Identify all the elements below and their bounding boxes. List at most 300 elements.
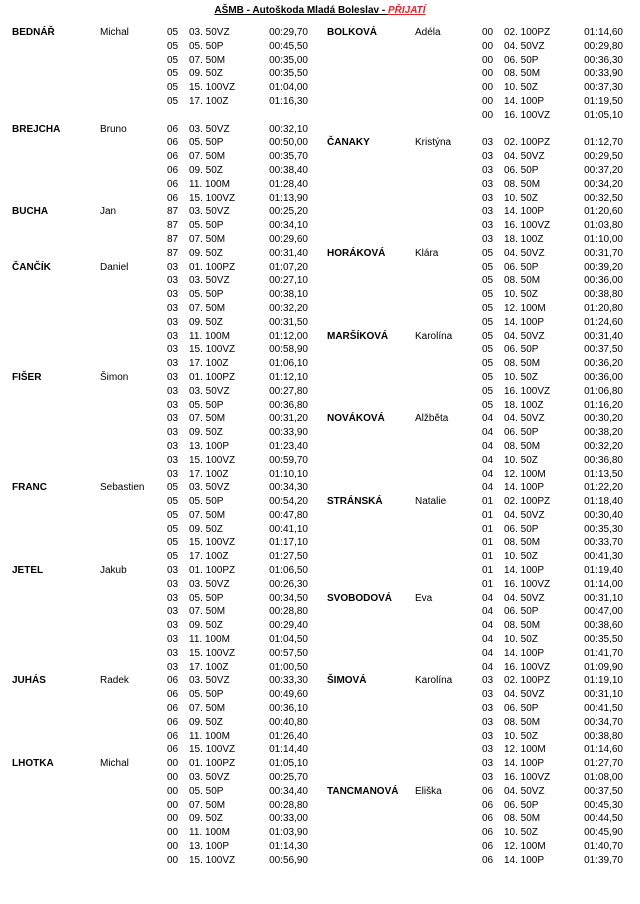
birth-year: 06: [167, 716, 179, 728]
swimmer-block: [12, 757, 318, 867]
event-row: [482, 523, 633, 537]
birth-year: 05: [167, 482, 179, 494]
birth-year: 87: [167, 220, 179, 232]
birth-year: 03: [167, 606, 179, 618]
event-name: 07. 50M: [189, 509, 226, 521]
entry-time: 00:33,00: [269, 813, 308, 825]
entry-time: 01:12,10: [269, 371, 308, 383]
event-name: 09. 50Z: [189, 523, 223, 535]
swimmer-block: [12, 564, 318, 674]
entry-time: 01:07,20: [269, 261, 308, 273]
entry-time: 01:04,50: [269, 634, 308, 646]
event-row: [482, 302, 633, 316]
birth-year: 03: [167, 344, 179, 356]
entry-time: 00:30,40: [584, 509, 623, 521]
event-name: 10. 50Z: [504, 730, 538, 742]
entry-time: 00:38,10: [269, 289, 308, 301]
event-list: [167, 564, 318, 674]
birth-year: 03: [167, 578, 179, 590]
event-name: 09. 50Z: [189, 716, 223, 728]
event-name: 17. 100Z: [189, 468, 229, 480]
birth-year: 03: [167, 358, 179, 370]
event-name: 06. 50P: [504, 164, 539, 176]
birth-year: 03: [482, 689, 494, 701]
birth-year: 05: [167, 27, 179, 38]
swimmer-first-name: Eliška: [415, 785, 442, 797]
event-row: [167, 26, 318, 40]
event-name: 06. 50P: [504, 523, 539, 535]
birth-year: 06: [482, 785, 494, 797]
birth-year: 05: [482, 358, 494, 370]
event-name: 04. 50VZ: [504, 247, 545, 259]
event-name: 16. 100VZ: [504, 109, 551, 121]
swimmer-block: [12, 674, 318, 757]
event-row: [167, 812, 318, 826]
event-name: 03. 50VZ: [189, 123, 230, 135]
event-row: [482, 150, 633, 164]
event-name: 11. 100M: [189, 827, 230, 839]
entry-time: 00:33,90: [584, 68, 623, 80]
event-row: [482, 40, 633, 54]
event-row: [167, 592, 318, 606]
entry-time: 01:08,00: [584, 772, 623, 784]
birth-year: 03: [482, 178, 494, 190]
left-column: [12, 26, 318, 868]
event-name: 13. 100P: [189, 841, 230, 853]
event-name: 11. 100M: [189, 330, 230, 342]
event-name: 16. 100VZ: [504, 772, 551, 784]
entry-time: 00:31,10: [584, 592, 623, 604]
event-name: 02. 100PZ: [504, 27, 551, 38]
entry-time: 01:14,00: [584, 578, 623, 590]
event-name: 08. 50M: [504, 358, 541, 370]
birth-year: 06: [167, 744, 179, 756]
entry-time: 00:29,80: [584, 40, 623, 52]
birth-year: 06: [167, 151, 179, 163]
entry-time: 00:32,50: [584, 192, 623, 204]
event-name: 02. 100PZ: [504, 496, 551, 508]
event-name: 06. 50P: [504, 703, 539, 715]
event-row: [482, 812, 633, 826]
event-name: 04. 50VZ: [504, 509, 545, 521]
entry-time: 00:36,20: [584, 358, 623, 370]
event-row: [167, 840, 318, 854]
birth-year: 03: [482, 716, 494, 728]
event-name: 05. 50P: [189, 496, 224, 508]
event-row: [167, 178, 318, 192]
event-row: [167, 233, 318, 247]
entry-time: 00:31,50: [269, 316, 308, 328]
entry-time: 00:26,30: [269, 578, 308, 590]
event-list: [167, 757, 318, 867]
birth-year: 05: [482, 316, 494, 328]
event-name: 14. 100P: [504, 316, 545, 328]
entry-time: 00:44,50: [584, 813, 623, 825]
entry-time: 00:37,20: [584, 164, 623, 176]
birth-year: 03: [482, 164, 494, 176]
event-name: 03. 50VZ: [189, 27, 230, 38]
entry-time: 01:03,80: [584, 220, 623, 232]
event-list: [482, 136, 633, 246]
entry-time: 01:09,90: [584, 661, 623, 673]
event-name: 15. 100VZ: [189, 192, 236, 204]
entry-time: 01:28,40: [269, 178, 308, 190]
birth-year: 03: [167, 385, 179, 397]
event-name: 08. 50M: [504, 440, 541, 452]
event-row: [482, 385, 633, 399]
event-row: [167, 661, 318, 675]
swimmer-block: [327, 26, 633, 123]
event-row: [482, 261, 633, 275]
entry-time: 01:13,50: [584, 468, 623, 480]
entry-time: 00:38,60: [584, 620, 623, 632]
entry-time: 01:19,40: [584, 565, 623, 577]
entry-time: 00:38,80: [584, 730, 623, 742]
event-row: [167, 192, 318, 206]
event-name: 14. 100P: [504, 758, 545, 770]
event-name: 10. 50Z: [504, 551, 538, 563]
birth-year: 06: [167, 730, 179, 742]
event-name: 16. 100VZ: [504, 220, 551, 232]
event-row: [167, 688, 318, 702]
event-name: 14. 100P: [504, 206, 545, 218]
birth-year: 03: [482, 206, 494, 218]
event-row: [482, 647, 633, 661]
swimmer-surname: SVOBODOVÁ: [327, 592, 393, 604]
swimmer-surname: BOLKOVÁ: [327, 27, 377, 38]
event-name: 01. 100PZ: [189, 261, 236, 273]
birth-year: 04: [482, 413, 494, 425]
entry-time: 01:00,50: [269, 661, 308, 673]
event-list: [482, 592, 633, 675]
event-row: [167, 316, 318, 330]
birth-year: 01: [482, 523, 494, 535]
event-row: [167, 81, 318, 95]
event-name: 06. 50P: [504, 427, 539, 439]
event-row: [482, 854, 633, 868]
swimmer-block: [327, 136, 633, 246]
event-row: [482, 730, 633, 744]
event-row: [482, 702, 633, 716]
swimmer-surname: ČANAKY: [327, 137, 370, 149]
swimmer-block: [12, 481, 318, 564]
swimmer-surname: JETEL: [12, 565, 44, 577]
swimmer-block: [12, 26, 318, 109]
event-row: [167, 385, 318, 399]
birth-year: 03: [167, 440, 179, 452]
birth-year: 03: [167, 427, 179, 439]
event-row: [167, 67, 318, 81]
event-row: [167, 785, 318, 799]
birth-year: 03: [167, 316, 179, 328]
entry-time: 00:28,80: [269, 606, 308, 618]
event-name: 17. 100Z: [189, 661, 229, 673]
birth-year: 03: [167, 620, 179, 632]
swimmer-first-name: Klára: [415, 247, 439, 259]
event-row: [482, 743, 633, 757]
birth-year: 00: [167, 854, 179, 866]
entry-time: 00:41,30: [584, 551, 623, 563]
event-name: 15. 100VZ: [189, 647, 236, 659]
event-name: 09. 50Z: [189, 164, 223, 176]
birth-year: 01: [482, 565, 494, 577]
event-name: 08. 50M: [504, 813, 541, 825]
swimmer-surname: TANCMANOVÁ: [327, 785, 399, 797]
swimmer-block: [327, 247, 633, 330]
event-list: [167, 481, 318, 564]
birth-year: 05: [167, 82, 179, 94]
event-row: [167, 247, 318, 261]
event-list: [482, 412, 633, 495]
entry-time: 00:32,10: [269, 123, 308, 135]
event-name: 10. 50Z: [504, 82, 538, 94]
event-row: [167, 95, 318, 109]
birth-year: 03: [167, 592, 179, 604]
event-name: 10. 50Z: [504, 192, 538, 204]
birth-year: 01: [482, 537, 494, 549]
event-row: [167, 399, 318, 413]
event-row: [167, 123, 318, 137]
event-name: 03. 50VZ: [189, 482, 230, 494]
event-name: 18. 100Z: [504, 399, 544, 411]
swimmer-surname: FRANC: [12, 482, 47, 494]
swimmer-block: [12, 261, 318, 371]
spacer: [327, 123, 633, 137]
event-row: [482, 399, 633, 413]
event-name: 15. 100VZ: [189, 744, 236, 756]
event-name: 16. 100VZ: [504, 385, 551, 397]
event-row: [482, 785, 633, 799]
swimmer-surname: LHOTKA: [12, 758, 54, 770]
entry-time: 01:16,20: [584, 399, 623, 411]
event-name: 05. 50P: [189, 40, 224, 52]
birth-year: 06: [167, 123, 179, 135]
entry-time: 01:10,10: [269, 468, 308, 480]
event-row: [482, 826, 633, 840]
swimmer-first-name: Eva: [415, 592, 433, 604]
birth-year: 03: [482, 730, 494, 742]
birth-year: 00: [167, 799, 179, 811]
event-name: 08. 50M: [504, 620, 541, 632]
birth-year: 04: [482, 468, 494, 480]
birth-year: 05: [167, 40, 179, 52]
event-row: [167, 481, 318, 495]
swimmer-first-name: Karolína: [415, 675, 453, 687]
birth-year: 05: [482, 275, 494, 287]
birth-year: 03: [167, 647, 179, 659]
entry-time: 00:41,10: [269, 523, 308, 535]
event-name: 07. 50M: [189, 606, 226, 618]
entry-time: 01:23,40: [269, 440, 308, 452]
birth-year: 00: [167, 772, 179, 784]
event-row: [482, 54, 633, 68]
entry-time: 00:25,70: [269, 772, 308, 784]
event-row: [167, 605, 318, 619]
entry-time: 00:34,10: [269, 220, 308, 232]
event-name: 16. 100VZ: [504, 578, 551, 590]
entry-time: 00:41,50: [584, 703, 623, 715]
birth-year: 87: [167, 206, 179, 218]
entry-time: 00:58,90: [269, 344, 308, 356]
entry-time: 00:36,10: [269, 703, 308, 715]
birth-year: 03: [167, 330, 179, 342]
birth-year: 00: [482, 109, 494, 121]
event-list: [482, 495, 633, 592]
event-name: 12. 100M: [504, 468, 546, 480]
entry-time: 01:06,50: [269, 565, 308, 577]
entry-time: 01:27,70: [584, 758, 623, 770]
entry-time: 00:37,30: [584, 82, 623, 94]
event-name: 14. 100P: [504, 565, 545, 577]
event-row: [167, 854, 318, 868]
event-name: 03. 50VZ: [189, 206, 230, 218]
birth-year: 00: [167, 785, 179, 797]
entry-time: 00:38,40: [269, 164, 308, 176]
birth-year: 05: [167, 523, 179, 535]
swimmer-block: [12, 123, 318, 206]
swimmer-first-name: Radek: [100, 675, 129, 687]
event-name: 17. 100Z: [189, 95, 229, 107]
event-row: [482, 109, 633, 123]
event-row: [482, 219, 633, 233]
event-name: 15. 100VZ: [189, 344, 236, 356]
entry-time: 01:19,10: [584, 675, 623, 687]
birth-year: 03: [167, 413, 179, 425]
entry-time: 00:36,80: [584, 454, 623, 466]
birth-year: 05: [482, 330, 494, 342]
entry-time: 00:31,20: [269, 413, 308, 425]
swimmer-surname: BUCHA: [12, 206, 49, 218]
entry-time: 00:40,80: [269, 716, 308, 728]
event-list: [167, 123, 318, 206]
event-name: 03. 50VZ: [189, 385, 230, 397]
swimmer-first-name: Kristýna: [415, 137, 452, 149]
entry-time: 00:59,70: [269, 454, 308, 466]
event-row: [482, 412, 633, 426]
entry-time: 00:27,80: [269, 385, 308, 397]
event-name: 05. 50P: [189, 289, 224, 301]
entry-time: 01:03,90: [269, 827, 308, 839]
birth-year: 00: [482, 54, 494, 66]
event-name: 07. 50M: [189, 799, 226, 811]
event-row: [482, 330, 633, 344]
event-row: [482, 454, 633, 468]
birth-year: 05: [482, 344, 494, 356]
event-row: [167, 633, 318, 647]
spacer: [12, 109, 318, 123]
event-name: 07. 50M: [189, 703, 226, 715]
birth-year: 06: [167, 703, 179, 715]
event-row: [167, 716, 318, 730]
swimmer-first-name: Daniel: [100, 261, 129, 273]
entry-time: 00:34,70: [584, 716, 623, 728]
event-name: 04. 50VZ: [504, 151, 545, 163]
event-name: 15. 100VZ: [189, 854, 236, 866]
event-row: [167, 40, 318, 54]
event-name: 04. 50VZ: [504, 689, 545, 701]
event-name: 06. 50P: [504, 606, 539, 618]
event-name: 07. 50M: [189, 302, 226, 314]
event-name: 10. 50Z: [504, 289, 538, 301]
event-row: [482, 95, 633, 109]
event-name: 12. 100M: [504, 744, 546, 756]
event-name: 14. 100P: [504, 647, 545, 659]
event-row: [482, 509, 633, 523]
event-name: 06. 50P: [504, 344, 539, 356]
event-row: [482, 619, 633, 633]
entry-time: 00:45,30: [584, 799, 623, 811]
entry-time: 00:35,70: [269, 151, 308, 163]
event-row: [482, 605, 633, 619]
birth-year: 06: [482, 854, 494, 866]
birth-year: 05: [167, 551, 179, 563]
event-name: 14. 100P: [504, 482, 545, 494]
birth-year: 01: [482, 578, 494, 590]
birth-year: 05: [167, 68, 179, 80]
event-name: 13. 100P: [189, 440, 230, 452]
event-row: [482, 357, 633, 371]
event-row: [482, 343, 633, 357]
birth-year: 00: [482, 27, 494, 38]
event-name: 02. 100PZ: [504, 137, 551, 149]
event-name: 05. 50P: [189, 592, 224, 604]
entry-time: 00:29,50: [584, 151, 623, 163]
event-row: [482, 136, 633, 150]
event-row: [482, 233, 633, 247]
event-row: [167, 288, 318, 302]
birth-year: 01: [482, 496, 494, 508]
birth-year: 03: [482, 192, 494, 204]
entry-time: 01:16,30: [269, 95, 308, 107]
birth-year: 00: [167, 813, 179, 825]
event-name: 04. 50VZ: [504, 413, 545, 425]
event-name: 12. 100M: [504, 302, 546, 314]
swimmer-surname: HORÁKOVÁ: [327, 247, 386, 259]
entry-time: 00:47,00: [584, 606, 623, 618]
event-row: [482, 716, 633, 730]
event-list: [482, 674, 633, 784]
birth-year: 04: [482, 620, 494, 632]
event-row: [167, 261, 318, 275]
event-list: [167, 26, 318, 109]
entry-time: 00:56,90: [269, 854, 308, 866]
event-name: 07. 50M: [189, 413, 226, 425]
event-row: [167, 426, 318, 440]
birth-year: 04: [482, 606, 494, 618]
birth-year: 04: [482, 661, 494, 673]
event-name: 10. 50Z: [504, 827, 538, 839]
entry-time: 00:38,20: [584, 427, 623, 439]
entry-time: 01:14,40: [269, 744, 308, 756]
birth-year: 03: [167, 371, 179, 383]
event-row: [482, 564, 633, 578]
birth-year: 03: [167, 275, 179, 287]
event-row: [167, 564, 318, 578]
birth-year: 05: [167, 496, 179, 508]
birth-year: 00: [482, 68, 494, 80]
entry-time: 00:25,20: [269, 206, 308, 218]
birth-year: 03: [482, 703, 494, 715]
event-name: 09. 50Z: [189, 813, 223, 825]
birth-year: 05: [167, 509, 179, 521]
event-name: 11. 100M: [189, 178, 230, 190]
entry-time: 01:04,00: [269, 82, 308, 94]
event-row: [482, 674, 633, 688]
event-name: 11. 100M: [189, 634, 230, 646]
swimmer-first-name: Bruno: [100, 123, 127, 135]
entry-time: 01:20,60: [584, 206, 623, 218]
entry-time: 01:13,90: [269, 192, 308, 204]
